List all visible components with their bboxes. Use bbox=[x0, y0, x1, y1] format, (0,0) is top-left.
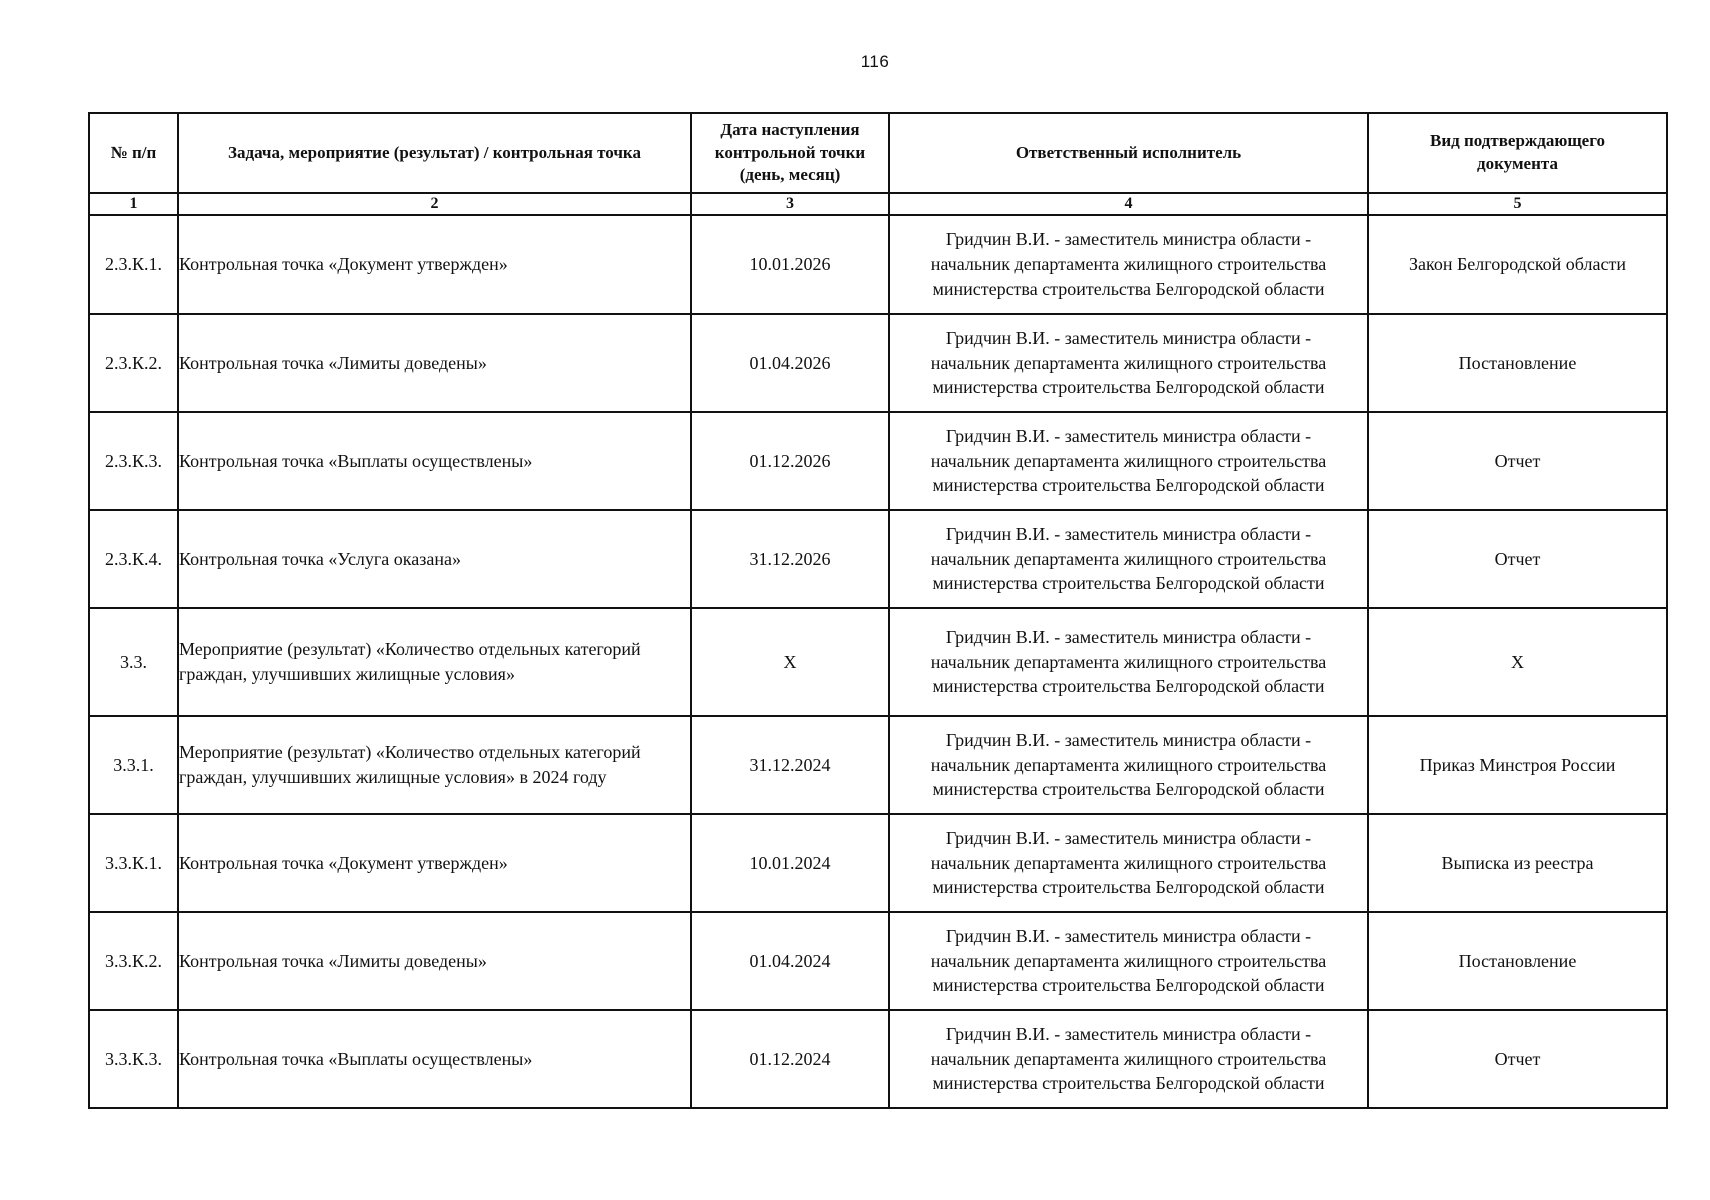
row-responsible bbox=[889, 510, 1368, 608]
row-date: 01.04.2024 bbox=[691, 912, 889, 1010]
table-row bbox=[89, 912, 1667, 1010]
row-responsible bbox=[889, 1010, 1368, 1108]
row-date: 01.12.2026 bbox=[691, 412, 889, 510]
control-points-table bbox=[88, 112, 1668, 1109]
row-date: 01.04.2026 bbox=[691, 314, 889, 412]
row-date: 31.12.2026 bbox=[691, 510, 889, 608]
row-date: X bbox=[691, 608, 889, 716]
responsible-line: начальник департамента жилищного строительства bbox=[930, 254, 1327, 275]
header-date bbox=[691, 113, 889, 193]
row-task: Контрольная точка «Документ утвержден» bbox=[178, 814, 691, 912]
row-task: Контрольная точка «Выплаты осуществлены» bbox=[178, 1010, 691, 1108]
row-responsible bbox=[889, 912, 1368, 1010]
responsible-line: Гридчин В.И. - заместитель министра области - bbox=[945, 425, 1312, 446]
row-number: 2.3.К.1. bbox=[89, 215, 178, 314]
row-document-type: Отчет bbox=[1368, 510, 1667, 608]
table-row bbox=[89, 215, 1667, 314]
table-row bbox=[89, 608, 1667, 716]
responsible-line: Гридчин В.И. - заместитель министра области - bbox=[945, 523, 1312, 544]
responsible-line: Гридчин В.И. - заместитель министра области - bbox=[945, 626, 1312, 647]
column-number: 4 bbox=[889, 193, 1368, 215]
table-row bbox=[89, 716, 1667, 814]
row-responsible bbox=[889, 716, 1368, 814]
responsible-line: Гридчин В.И. - заместитель министра области - bbox=[945, 827, 1312, 848]
header-date-line3: (день, месяц) bbox=[739, 165, 841, 185]
responsible-line: начальник департамента жилищного строительства bbox=[930, 352, 1327, 373]
row-task: Контрольная точка «Документ утвержден» bbox=[178, 215, 691, 314]
row-document-type: Приказ Минстроя России bbox=[1368, 716, 1667, 814]
header-num: № п/п bbox=[89, 113, 178, 193]
row-date: 10.01.2024 bbox=[691, 814, 889, 912]
header-doc-line2: документа bbox=[1477, 154, 1558, 173]
responsible-line: начальник департамента жилищного строительства bbox=[930, 548, 1327, 569]
responsible-line: начальник департамента жилищного строительства bbox=[930, 754, 1327, 775]
header-date-line1: Дата наступления bbox=[720, 119, 860, 139]
row-document-type: Постановление bbox=[1368, 314, 1667, 412]
row-task: Контрольная точка «Услуга оказана» bbox=[178, 510, 691, 608]
responsible-line: министерства строительства Белгородской области bbox=[932, 573, 1325, 594]
header-doc bbox=[1368, 113, 1667, 193]
column-number: 5 bbox=[1368, 193, 1667, 215]
row-document-type: Постановление bbox=[1368, 912, 1667, 1010]
responsible-line: министерства строительства Белгородской области bbox=[932, 877, 1325, 898]
responsible-line: начальник департамента жилищного строительства bbox=[930, 950, 1327, 971]
row-document-type: Отчет bbox=[1368, 1010, 1667, 1108]
table-row bbox=[89, 814, 1667, 912]
responsible-line: министерства строительства Белгородской области bbox=[932, 1073, 1325, 1094]
row-date: 10.01.2026 bbox=[691, 215, 889, 314]
row-responsible bbox=[889, 412, 1368, 510]
row-number: 3.3.К.1. bbox=[89, 814, 178, 912]
row-number: 3.3.К.3. bbox=[89, 1010, 178, 1108]
row-task: Контрольная точка «Лимиты доведены» bbox=[178, 912, 691, 1010]
header-task: Задача, мероприятие (результат) / контрольная точка bbox=[178, 113, 691, 193]
row-responsible bbox=[889, 314, 1368, 412]
row-number: 2.3.К.4. bbox=[89, 510, 178, 608]
responsible-line: Гридчин В.И. - заместитель министра области - bbox=[945, 925, 1312, 946]
row-task: Мероприятие (результат) «Количество отдельных категорий граждан, улучшивших жилищные условия» bbox=[178, 608, 691, 716]
column-number-row bbox=[89, 193, 1667, 215]
responsible-line: начальник департамента жилищного строительства bbox=[930, 450, 1327, 471]
responsible-line: Гридчин В.И. - заместитель министра области - bbox=[945, 729, 1312, 750]
responsible-line: Гридчин В.И. - заместитель министра области - bbox=[945, 1023, 1312, 1044]
header-date-line2: контрольной точки bbox=[714, 142, 866, 162]
page-number: 116 bbox=[860, 52, 890, 71]
row-document-type: Выписка из реестра bbox=[1368, 814, 1667, 912]
table-row bbox=[89, 510, 1667, 608]
responsible-line: Гридчин В.И. - заместитель министра области - bbox=[945, 229, 1312, 250]
responsible-line: начальник департамента жилищного строительства bbox=[930, 852, 1327, 873]
responsible-line: министерства строительства Белгородской области bbox=[932, 278, 1325, 299]
row-number: 3.3.1. bbox=[89, 716, 178, 814]
row-task: Мероприятие (результат) «Количество отдельных категорий граждан, улучшивших жилищные условия» в 2024 году bbox=[178, 716, 691, 814]
row-date: 31.12.2024 bbox=[691, 716, 889, 814]
row-number: 3.3. bbox=[89, 608, 178, 716]
row-document-type: Закон Белгородской области bbox=[1368, 215, 1667, 314]
row-number: 2.3.К.3. bbox=[89, 412, 178, 510]
responsible-line: министерства строительства Белгородской области bbox=[932, 779, 1325, 800]
row-number: 2.3.К.2. bbox=[89, 314, 178, 412]
table-header-row bbox=[89, 113, 1667, 193]
row-responsible bbox=[889, 608, 1368, 716]
row-document-type: Отчет bbox=[1368, 412, 1667, 510]
table-row bbox=[89, 412, 1667, 510]
row-date: 01.12.2024 bbox=[691, 1010, 889, 1108]
row-number: 3.3.К.2. bbox=[89, 912, 178, 1010]
row-task: Контрольная точка «Выплаты осуществлены» bbox=[178, 412, 691, 510]
row-document-type: X bbox=[1368, 608, 1667, 716]
responsible-line: начальник департамента жилищного строительства bbox=[930, 1048, 1327, 1069]
column-number: 1 bbox=[89, 193, 178, 215]
header-responsible: Ответственный исполнитель bbox=[889, 113, 1368, 193]
row-task: Контрольная точка «Лимиты доведены» bbox=[178, 314, 691, 412]
table-row bbox=[89, 1010, 1667, 1108]
row-responsible bbox=[889, 814, 1368, 912]
responsible-line: министерства строительства Белгородской области bbox=[932, 975, 1325, 996]
responsible-line: министерства строительства Белгородской области bbox=[932, 676, 1325, 697]
header-doc-line1: Вид подтверждающего bbox=[1429, 131, 1606, 151]
table-row bbox=[89, 314, 1667, 412]
responsible-line: Гридчин В.И. - заместитель министра области - bbox=[945, 327, 1312, 348]
column-number: 2 bbox=[178, 193, 691, 215]
column-number: 3 bbox=[691, 193, 889, 215]
row-responsible bbox=[889, 215, 1368, 314]
responsible-line: министерства строительства Белгородской области bbox=[932, 475, 1325, 496]
responsible-line: начальник департамента жилищного строительства bbox=[930, 651, 1327, 672]
responsible-line: министерства строительства Белгородской области bbox=[932, 377, 1325, 398]
